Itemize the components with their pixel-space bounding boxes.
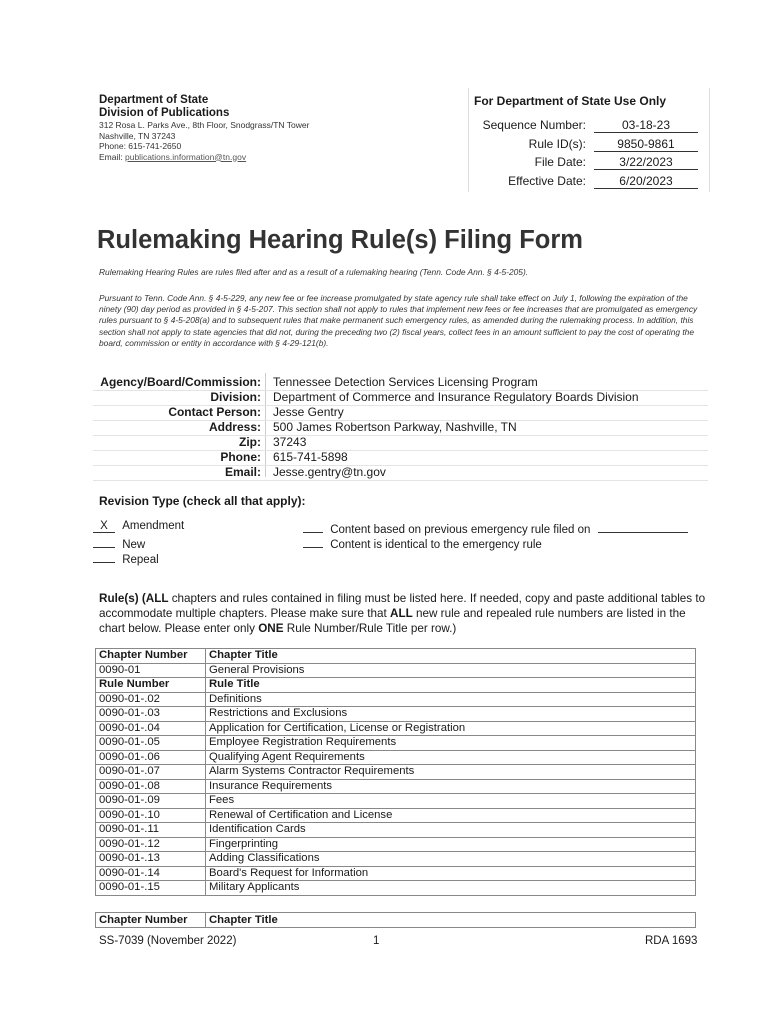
new-option[interactable] [93, 535, 145, 551]
rule-number-cell: 0090-01-.08 [96, 779, 206, 794]
field-label: Sequence Number: [482, 118, 586, 132]
email-label: Email: [99, 151, 123, 162]
agency-label: Agency/Board/Commission: [100, 375, 261, 389]
rules-instr-part: chapters and rules contained in filing must be listed here. If needed, copy and paste additional tables to accommodate multiple chapters. Please make sure that [99, 592, 706, 620]
rule-number-cell: 0090-01-.11 [96, 823, 206, 838]
rule-title-cell: Adding Classifications [206, 852, 696, 867]
field-value: 3/22/2023 [594, 155, 698, 170]
contact-row [93, 405, 708, 421]
repeal-checkbox[interactable] [93, 550, 115, 563]
zip-value: 37243 [273, 435, 307, 449]
phone-label: Phone: [220, 450, 261, 464]
department-name: Department of State [99, 94, 209, 106]
form-title: Rulemaking Hearing Rule(s) Filing Form [97, 226, 583, 254]
rule-title-cell: Fees [206, 794, 696, 809]
field-value: 03-18-23 [594, 118, 698, 133]
emergency-date-blank[interactable] [598, 520, 688, 533]
rules-instr-bold: ONE [258, 621, 284, 635]
new-label: New [122, 539, 146, 551]
division-name: Division of Publications [99, 107, 230, 119]
rule-number-cell: 0090-01-.12 [96, 837, 206, 852]
rule-number-cell: 0090-01-.04 [96, 721, 206, 736]
field-value: 9850-9861 [594, 137, 698, 152]
rule-number-cell: 0090-01-.13 [96, 852, 206, 867]
email-label: Email: [224, 465, 261, 479]
agency-value: Tennessee Detection Services Licensing Program [273, 375, 538, 389]
effective-date-field [478, 174, 698, 188]
intro-text: Rulemaking Hearing Rules are rules filed after and as a result of a rulemaking hearing (Tenn. Code Ann. § 4-5-205). [99, 267, 529, 277]
rule-title-cell: Employee Registration Requirements [206, 736, 696, 751]
table-row [96, 736, 696, 751]
contact-value: Jesse Gentry [273, 405, 344, 419]
rule-number-cell: 0090-01-.07 [96, 765, 206, 780]
phone-row [93, 450, 708, 466]
rule-title-cell: Identification Cards [206, 823, 696, 838]
rule-title-cell: Alarm Systems Contractor Requirements [206, 765, 696, 780]
table-row [96, 823, 696, 838]
chapter-number-header: Chapter Number [96, 913, 206, 928]
publisher-city: Nashville, TN 37243 [99, 130, 176, 141]
amendment-label: Amendment [122, 520, 185, 532]
table-row [96, 750, 696, 765]
revision-type-title: Revision Type (check all that apply): [99, 494, 306, 508]
file-date-field [478, 155, 698, 169]
rule-number-cell: 0090-01-.10 [96, 808, 206, 823]
repeal-label: Repeal [122, 554, 159, 566]
rule-number-cell: 0090-01-.03 [96, 707, 206, 722]
address-label: Address: [208, 420, 261, 434]
table-row [96, 852, 696, 867]
division-row [93, 390, 708, 406]
table-row [96, 866, 696, 881]
chapter-number-cell: 0090-01 [96, 663, 206, 678]
rule-title-cell: Restrictions and Exclusions [206, 707, 696, 722]
chapter-number-header: Chapter Number [96, 649, 206, 664]
rule-title-cell: Fingerprinting [206, 837, 696, 852]
rule-title-cell: Qualifying Agent Requirements [206, 750, 696, 765]
publisher-address: 312 Rosa L. Parks Ave., 8th Floor, Snodgrass/TN Tower [99, 120, 310, 130]
rules-instr-part: new rule and repealed rule numbers are listed in the chart below. Please enter only [99, 606, 686, 635]
rule-number-header: Rule Number [96, 678, 206, 693]
zip-label: Zip: [239, 435, 261, 449]
rule-title-cell: Renewal of Certification and License [206, 808, 696, 823]
table-header-row [96, 913, 696, 928]
rule-number-cell: 0090-01-.15 [96, 881, 206, 896]
rule-number-cell: 0090-01-.14 [96, 866, 206, 881]
division-label: Division: [210, 390, 261, 404]
phone-value: 615-741-5898 [273, 450, 348, 464]
rule-number-cell: 0090-01-.09 [96, 794, 206, 809]
form-number: SS-7039 (November 2022) [99, 935, 237, 947]
rules-instructions [99, 592, 711, 636]
table-row [96, 663, 696, 678]
agency-row [93, 375, 708, 391]
field-value: 6/20/2023 [594, 174, 698, 189]
field-label: Rule ID(s): [528, 137, 586, 151]
publisher-email-line [99, 152, 399, 163]
rda-number: RDA 1693 [645, 935, 698, 947]
rule-number-cell: 0090-01-.05 [96, 736, 206, 751]
table-row [96, 707, 696, 722]
rule-number-cell: 0090-01-.02 [96, 692, 206, 707]
emergency-based-option[interactable] [303, 520, 688, 536]
rule-title-cell: Application for Certification, License or Registration [206, 721, 696, 736]
address-value: 500 James Robertson Parkway, Nashville, TN [273, 420, 517, 434]
publisher-email-link[interactable]: publications.information@tn.gov [125, 151, 247, 162]
repeal-option[interactable] [93, 550, 159, 566]
field-label: Effective Date: [508, 174, 586, 188]
rules-instr-part: Rule Number/Rule Title per row.) [283, 621, 457, 635]
emergency-based-checkbox[interactable] [303, 520, 323, 533]
sequence-number-field [478, 118, 698, 132]
email-row [93, 465, 708, 481]
table-row [96, 881, 696, 896]
division-value: Department of Commerce and Insurance Regulatory Boards Division [273, 390, 639, 404]
state-use-title: For Department of State Use Only [474, 94, 667, 108]
emergency-identical-checkbox[interactable] [303, 535, 323, 548]
page-number: 1 [373, 935, 380, 947]
zip-row [93, 435, 708, 451]
emergency-based-label: Content based on previous emergency rule filed on [330, 524, 591, 536]
rule-title-cell: Insurance Requirements [206, 779, 696, 794]
chapter-title-header: Chapter Title [206, 649, 696, 664]
next-chapter-table [95, 912, 696, 928]
table-row [96, 808, 696, 823]
rule-title-cell: Definitions [206, 692, 696, 707]
chapter-title-cell: General Provisions [206, 663, 696, 678]
table-row [96, 721, 696, 736]
amendment-checkbox[interactable]: X [93, 520, 115, 533]
emergency-identical-option[interactable] [303, 535, 542, 551]
amendment-option[interactable] [93, 520, 184, 533]
rules-table [95, 648, 696, 896]
rule-title-cell: Military Applicants [206, 881, 696, 896]
publisher-block [99, 94, 399, 162]
table-row [96, 837, 696, 852]
rules-instr-part: Rule(s) ( [99, 592, 146, 605]
table-row [96, 692, 696, 707]
rule-title-header: Rule Title [206, 678, 696, 693]
chapter-title-header: Chapter Title [206, 913, 696, 928]
new-checkbox[interactable] [93, 535, 115, 548]
rules-instr-bold: ALL [145, 592, 169, 605]
field-label: File Date: [534, 155, 586, 169]
emergency-identical-label: Content is identical to the emergency rule [330, 539, 542, 551]
table-header-row [96, 649, 696, 664]
rule-number-cell: 0090-01-.06 [96, 750, 206, 765]
table-row [96, 794, 696, 809]
contact-label: Contact Person: [168, 405, 261, 419]
address-row [93, 420, 708, 436]
publisher-phone: Phone: 615-741-2650 [99, 141, 182, 151]
fee-notice-text: Pursuant to Tenn. Code Ann. § 4-5-229, any new fee or fee increase promulgated by state agency rule shall take effect on July 1, following the expiration of the ninety (90) day period as provided in § 4-5-207. This section shall not apply to rules that implement new fees or fee increases that are promulgated as emergency rules pursuant to § 4-5-208(a) and to subsequent rules that make permanent such emergency rules, as amended during the rulemaking process. In addition, this section shall not apply to state agencies that did not, during the preceding two (2) fiscal years, collect fees in an amount sufficient to pay the cost of operating the board, commission or entity in accordance with § 4-29-121(b). [99, 293, 698, 348]
rules-instr-bold: ALL [390, 606, 413, 620]
table-row [96, 779, 696, 794]
table-header-row [96, 678, 696, 693]
rule-ids-field [478, 137, 698, 151]
email-value: Jesse.gentry@tn.gov [273, 465, 386, 479]
rule-title-cell: Board's Request for Information [206, 866, 696, 881]
table-row [96, 765, 696, 780]
